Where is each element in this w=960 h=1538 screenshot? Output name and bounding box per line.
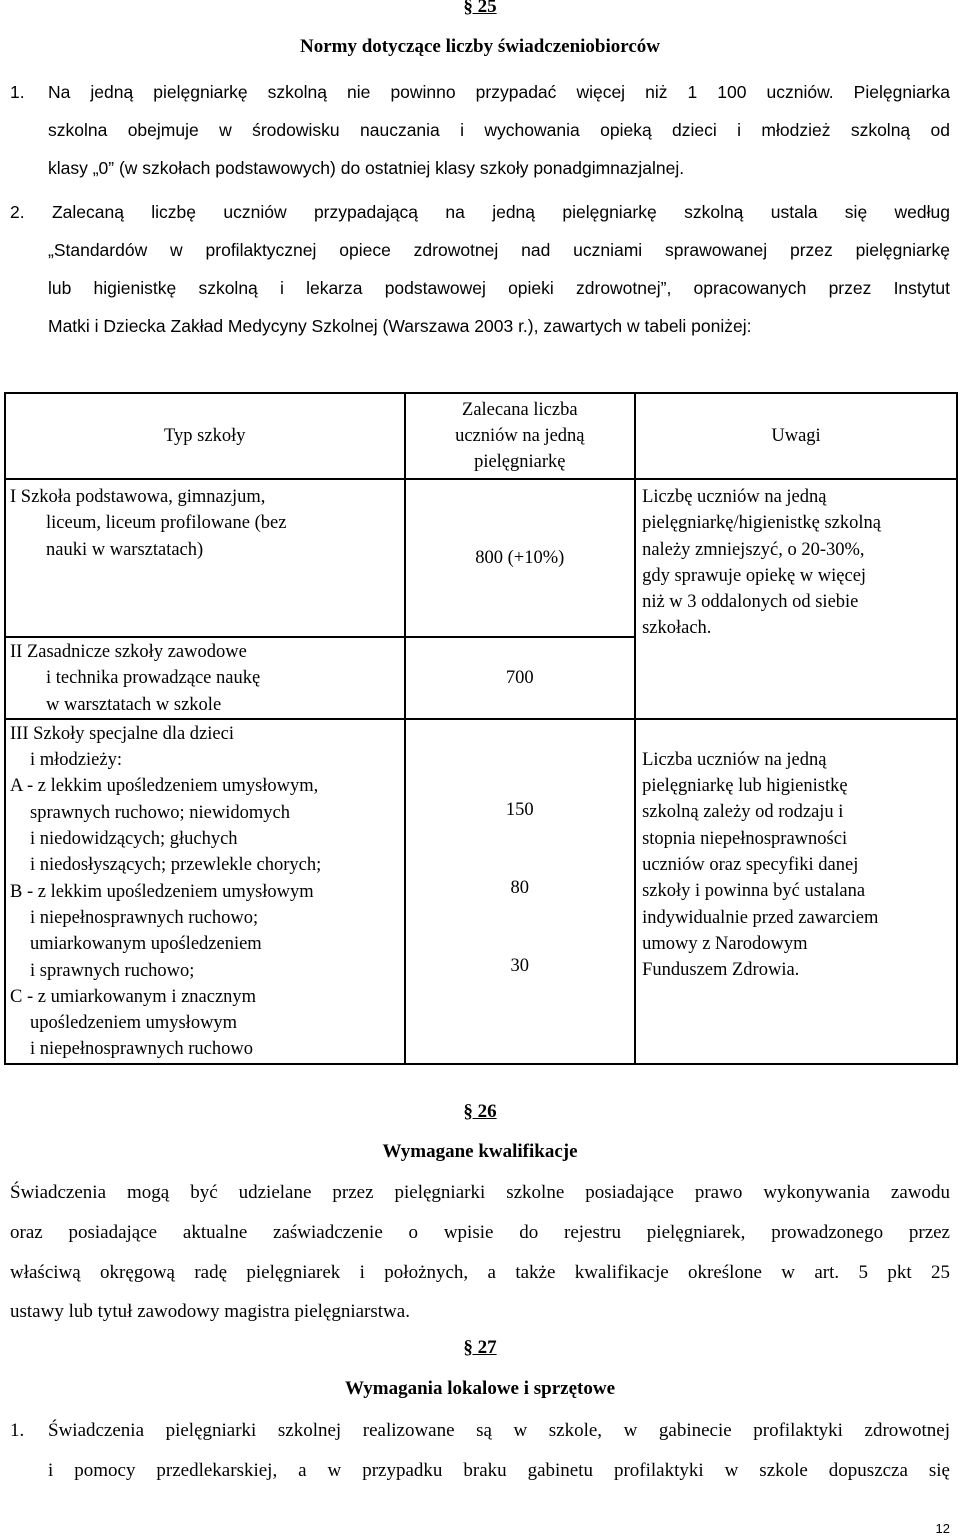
paragraph-1-number: 1. [10,82,25,102]
header-school-type: Typ szkoły [5,393,405,479]
section-27-line-1: Świadczenia pielęgniarki szkolnej realizowane są w szkole, w gabinecie profilaktyki zdrowotnej [48,1420,950,1441]
section-26-sign: § 26 [463,1101,497,1122]
value-b: 80 [510,878,530,899]
row-1-value: 800 (+10%) [405,479,636,637]
paragraph-2-line-2: „Standardów w profilaktycznej opiece zdrowotnej nad uczniami sprawowanej przez pielęgniarkę [48,240,950,260]
paragraph-1-line-1: Na jedną pielęgniarkę szkolną nie powinno przypadać więcej niż 1 100 uczniów. Pielęgniarka [48,82,950,102]
value-a: 150 [505,799,534,820]
section-27-line-2: i pomocy przedlekarskiej, a w przypadku braku gabinetu profilaktyki w szkole dopuszcza się [48,1460,950,1481]
section-27-sign: § 27 [463,1337,497,1358]
paragraph-2-line-4: Matki i Dziecka Zakład Medycyny Szkolnej (Warszawa 2003 r.), zawartych w tabeli poniżej: [48,316,752,336]
section-25-title: Normy dotyczące liczby świadczeniobiorców [299,36,661,57]
paragraph-2-line-1: 2. Zalecaną liczbę uczniów przypadającą na jedną pielęgniarkę szkolną ustala się według [10,202,950,222]
table-row [5,719,957,1064]
note-2: Liczba uczniów na jedną pielęgniarkę lub higienistkę szkolną zależy od rodzaju i stopnia niepełnosprawności uczniów oraz specyfiki danej szkoły i powinna być ustalana indywidualnie przed zawarciem umowy z Narodowym Funduszem Zdrowia. [635,719,957,1064]
section-27-number: 1. [10,1420,25,1441]
section-27-title: Wymagania lokalowe i sprzętowe [344,1378,616,1399]
table-header-row [5,393,957,479]
section-26-line-1: Świadczenia mogą być udzielane przez pielęgniarki szkolne posiadające prawo wykonywania zawodu [10,1182,950,1203]
row-2-school-type: II Zasadnicze szkoły zawodowe i technika prowadzące naukę w warsztatach w szkole [5,637,405,719]
section-26-line-4: ustawy lub tytuł zawodowy magistra pielęgniarstwa. [10,1301,410,1322]
row-2-value: 700 [405,637,636,719]
paragraph-2-line-3: lub higienistkę szkolną i lekarza podstawowej opieki zdrowotnej”, opracowanych przez Instytut [48,278,950,298]
norms-table [4,392,958,1065]
row-3-values [405,719,636,1064]
paragraph-1-line-2: szkolna obejmuje w środowisku nauczania i wychowania opieką dzieci i młodzież szkolną od [48,120,950,140]
paragraph-1-line-3: klasy „0” (w szkołach podstawowych) do ostatniej klasy szkoły ponadgimnazjalnej. [48,158,685,178]
row-3-school-type: III Szkoły specjalne dla dzieci i młodzieży: A - z lekkim upośledzeniem umysłowym, sprawnych ruchowo; niewidomych i niedowidzących; głuchych i niedosłyszących; przewlekle chorych; B - z lekkim upośledzeniem umysłowym i niepełnosprawnych ruchowo; umiarkowanym upośledzeniem i sprawnych ruchowo; C - z umiarkowanym i znacznym upośledzeniem umysłowym i niepełnosprawnych ruchowo [5,719,405,1064]
section-26-line-2: oraz posiadające aktualne zaświadczenie o wpisie do rejestru pielęgniarek, prowadzonego przez [10,1222,950,1243]
section-25-sign: § 25 [463,0,497,17]
page-number: 12 [935,1521,950,1536]
section-26-line-3: właściwą okręgową radę pielęgniarek i położnych, a także kwalifikacje określone w art. 5 pkt 25 [10,1262,950,1283]
header-recommended-count: Zalecana liczba uczniów na jedną pielęgniarkę [405,393,636,479]
value-c: 30 [510,956,530,977]
section-26-title: Wymagane kwalifikacje [382,1141,578,1162]
row-1-school-type: I Szkoła podstawowa, gimnazjum, liceum, liceum profilowane (bez nauki w warsztatach) [5,479,405,637]
header-notes: Uwagi [635,393,957,479]
table-row [5,479,957,637]
note-1: Liczbę uczniów na jedną pielęgniarkę/higienistkę szkolną należy zmniejszyć, o 20-30%, gdy sprawuje opiekę w więcej niż w 3 oddalonych od siebie szkołach. [635,479,957,719]
